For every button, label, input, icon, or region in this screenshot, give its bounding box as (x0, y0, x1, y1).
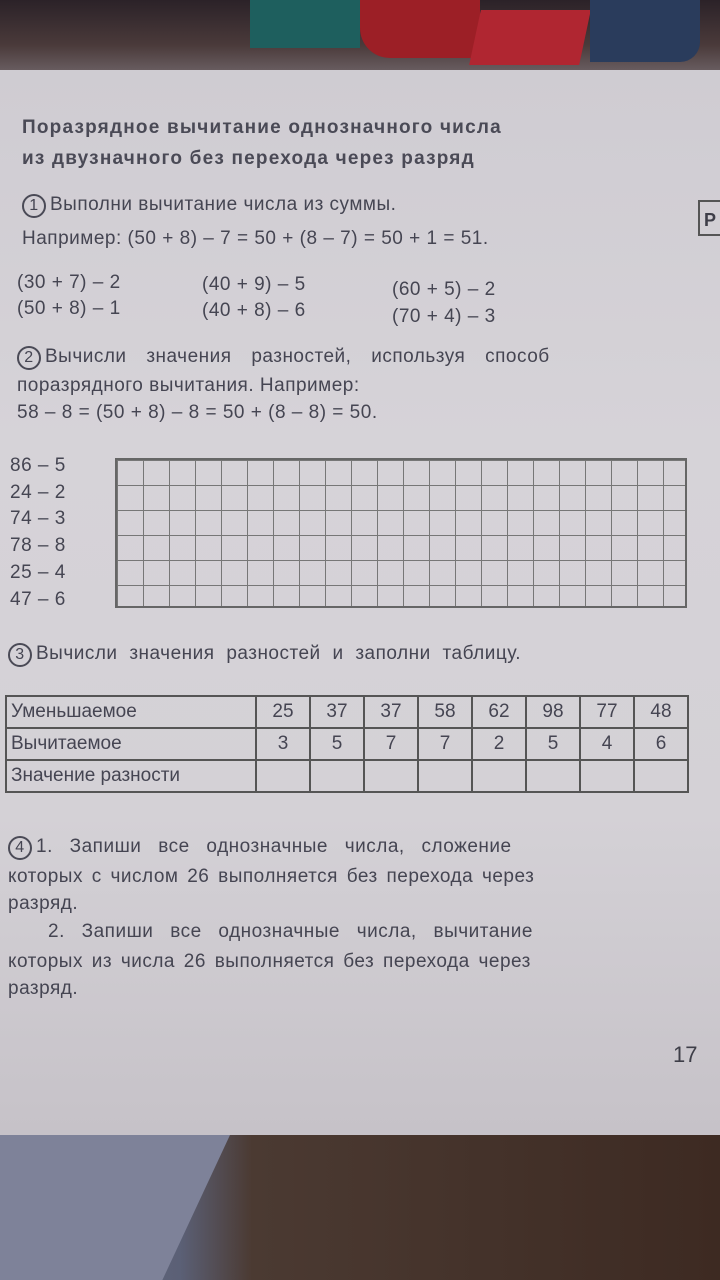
minuend-cell: 62 (472, 696, 526, 728)
task2-expr-6: 47 – 6 (10, 589, 66, 610)
subtrahend-cell: 5 (310, 728, 364, 760)
table-row-difference (6, 760, 688, 792)
task4-p1-line1: 1. Запиши все однозначные числа, сложение (36, 836, 512, 857)
difference-answer-cell[interactable] (256, 760, 310, 792)
subtrahend-cell: 5 (526, 728, 580, 760)
minuend-cell: 37 (310, 696, 364, 728)
task4-part1-line1 (8, 836, 512, 860)
task4-number: 4 (8, 836, 32, 860)
task1-instruction (22, 194, 396, 218)
task1-expr-4: (50 + 8) – 1 (17, 298, 121, 319)
task2-expr-1: 86 – 5 (10, 455, 66, 476)
task2-expr-4: 78 – 8 (10, 535, 66, 556)
task1-expr-5: (40 + 8) – 6 (202, 300, 306, 321)
table-row-minuend (6, 696, 688, 728)
difference-answer-cell[interactable] (526, 760, 580, 792)
task4-p2-line2: которых из числа 26 выполняется без перехода через (8, 951, 531, 972)
task4-p2-line1: 2. Запиши все однозначные числа, вычитание (48, 921, 533, 942)
page-heading-line2: из двузначного без перехода через разряд (22, 148, 475, 169)
task2-instruction (17, 346, 550, 370)
task1-expr-1: (30 + 7) – 2 (17, 272, 121, 293)
subtrahend-cell: 3 (256, 728, 310, 760)
subtrahend-cell: 6 (634, 728, 688, 760)
row-label-difference: Значение разности (6, 760, 256, 792)
minuend-cell: 48 (634, 696, 688, 728)
minuend-cell: 25 (256, 696, 310, 728)
difference-table (5, 695, 689, 793)
task4-p1-line3: разряд. (8, 893, 79, 914)
task1-example: Например: (50 + 8) – 7 = 50 + (8 – 7) = 50 + 1 = 51. (22, 228, 489, 249)
table-row-subtrahend (6, 728, 688, 760)
task1-expr-6: (70 + 4) – 3 (392, 306, 496, 327)
task1-expr-2: (40 + 9) – 5 (202, 274, 306, 295)
answer-grid[interactable] (115, 458, 687, 608)
background-object-blue (590, 0, 700, 62)
difference-answer-cell[interactable] (418, 760, 472, 792)
task2-example: 58 – 8 = (50 + 8) – 8 = 50 + (8 – 8) = 50. (17, 402, 378, 423)
task1-expr-3: (60 + 5) – 2 (392, 279, 496, 300)
task3-text: Вычисли значения разностей и заполни таблицу. (36, 643, 522, 664)
task2-line1: Вычисли значения разностей, используя способ (45, 346, 550, 367)
background-object-teal (250, 0, 360, 48)
difference-answer-cell[interactable] (580, 760, 634, 792)
task2-number: 2 (17, 346, 41, 370)
difference-answer-cell[interactable] (634, 760, 688, 792)
row-label-minuend: Уменьшаемое (6, 696, 256, 728)
task2-line2: поразрядного вычитания. Например: (17, 375, 360, 396)
task2-expr-3: 74 – 3 (10, 508, 66, 529)
side-tab-marker: Р (698, 200, 720, 236)
difference-answer-cell[interactable] (472, 760, 526, 792)
subtrahend-cell: 7 (418, 728, 472, 760)
task2-expr-2: 24 – 2 (10, 482, 66, 503)
row-label-subtrahend: Вычитаемое (6, 728, 256, 760)
task1-text: Выполни вычитание числа из суммы. (50, 194, 397, 215)
task4-p1-line2: которых с числом 26 выполняется без перехода через (8, 866, 535, 887)
page-heading-line1: Поразрядное вычитание однозначного числа (22, 117, 502, 138)
background-object-red-2 (469, 10, 591, 65)
page-number: 17 (673, 1042, 698, 1067)
subtrahend-cell: 4 (580, 728, 634, 760)
minuend-cell: 98 (526, 696, 580, 728)
minuend-cell: 37 (364, 696, 418, 728)
minuend-cell: 58 (418, 696, 472, 728)
background-object-red (360, 0, 480, 58)
task3-number: 3 (8, 643, 32, 667)
difference-answer-cell[interactable] (310, 760, 364, 792)
task2-expr-5: 25 – 4 (10, 562, 66, 583)
subtrahend-cell: 7 (364, 728, 418, 760)
difference-answer-cell[interactable] (364, 760, 418, 792)
task3-instruction (8, 643, 521, 667)
task1-number: 1 (22, 194, 46, 218)
subtrahend-cell: 2 (472, 728, 526, 760)
minuend-cell: 77 (580, 696, 634, 728)
task4-p2-line3: разряд. (8, 978, 79, 999)
